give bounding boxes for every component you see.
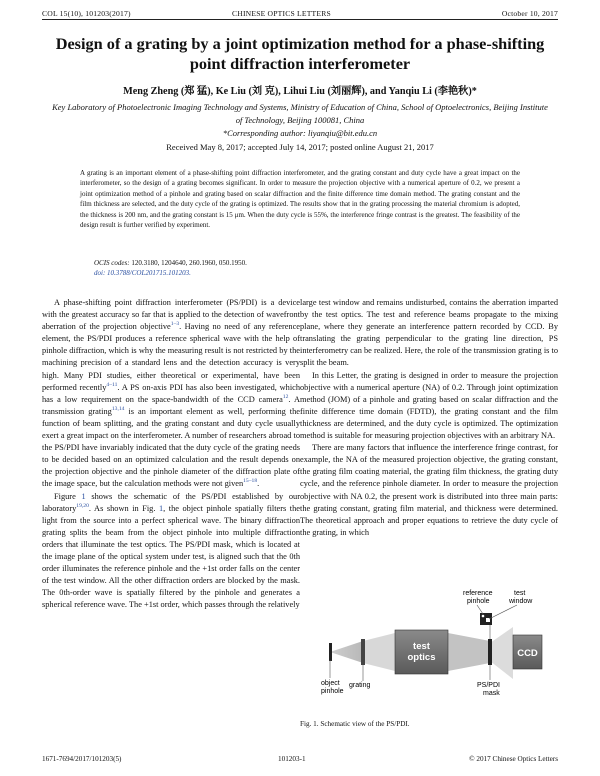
body-paragraph-continued: large test window and remains undisturbed, contains the aberration imparted by the test optics. The test and reference beams propagate to the mixing plane, where they generate an interference pattern recorded by CCD. By translating the grating perpendicular to the grating line direction, PS interferometry can be realized. Here, the role of the transmission grating is to split the beam.	[300, 298, 558, 368]
converging-beam	[448, 633, 490, 671]
citation-link[interactable]: 4–11	[106, 381, 118, 388]
affiliation-block	[52, 101, 548, 140]
grating-element	[361, 639, 365, 665]
text-run: . As shown in Fig.	[88, 503, 159, 513]
footer-page-number: 101203-1	[278, 755, 306, 763]
body-paragraph: In this Letter, the grating is designed in order to measure the projection objective with a numerical aperture (NA) of 0.2. Through joint optimization method (JOM) of a pinhole and grating based on scalar diffraction and the finite difference time domain (FDTD), the grating constant and the film thickness are determined, and the duty cycle is optimized. The optimization method is suitable for measuring projection objectives with an arbitrary NA.	[300, 370, 558, 441]
publication-dates: Received May 8, 2017; accepted July 14, 2017; posted online August 21, 2017	[166, 142, 434, 152]
body-paragraph: There are many factors that influence the interference fringe contrast, for example, the NA of the measured projection objective, the grating constant, the grating film coating material, the grating film thickness, the grating duty cycle, and the reference pinhole diameter. In order to measure the projection objective with NA 0.2, the present work is distributed into three main parts: the grating constant, grating film material, and thickness were determined. The theoretical approach and proper equations to retrieve the duty cycle of the grating, in which	[300, 443, 558, 537]
citation-link[interactable]: 13,14	[111, 406, 125, 413]
object-pinhole-label: object pinhole	[321, 680, 344, 695]
text-run: . A transmission grating	[42, 394, 300, 416]
footer-copyright: © 2017 Chinese Optics Letters	[469, 755, 558, 763]
text-run: is an important element as well, performing the function of beam splitting, and the grating constant and duty cycle usually exert a great impact on the interferometer. A number of researchers abroad to the PS/PDI have invariably indicated that the duty cycle of the grating needs to be decided based on an optimized calculation and the result depends on the projection objective and the pinhole diameter of the diffraction plate of the image space, but the calculation methods were not given	[42, 406, 301, 489]
footer-issn: 1671-7694/2017/101203(5)	[42, 755, 122, 763]
diverging-beam	[363, 633, 395, 671]
object-pinhole-plate	[329, 643, 332, 661]
text-run: shows the schematic of the PS/PDI established by our laboratory	[42, 491, 301, 513]
figure-caption: Fig. 1. Schematic view of the PS/PDI.	[300, 720, 410, 728]
reference-pinhole-dot	[482, 615, 485, 618]
right-column	[300, 297, 558, 539]
text-run: Figure	[54, 491, 82, 501]
header-rule	[42, 19, 558, 20]
running-header-journal: CHINESE OPTICS LETTERS	[232, 9, 331, 18]
figure-1-schematic	[305, 583, 545, 715]
test-window-label: test window	[509, 590, 533, 605]
figure-link[interactable]: 1	[158, 503, 164, 513]
ocis-block	[94, 259, 247, 278]
paper-title: Design of a grating by a joint optimization method for a phase-shifting point diffraction interferometer	[55, 34, 545, 73]
citation-link[interactable]: 15–18	[243, 478, 258, 485]
corresponding-author: *Corresponding author: liyanqiu@bit.edu.cn	[222, 128, 378, 138]
text-run: . Having no need of any reference element, the PS/PDI produces a reference spherical wave with the help of pinhole diffraction, which is why the measuring result is not restricted by the machining precision of a standard lens and the detection accuracy is very high. Many PDI studies, either theoretical or experimental, have been performed recently	[42, 322, 301, 392]
affiliation: Key Laboratory of Photoelectronic Imaging Technology and Systems, Ministry of Education of China, School of Optoelectronics, Beijing Institute of Technology, Beijing 100081, China	[52, 102, 548, 125]
ccd-label: CCD	[517, 648, 538, 659]
text-run: A phase-shifting point diffraction interferometer (PS/PDI) is a device with the greatest accuracy so far that is applied to the detection of wavefront aberration of the projection objective	[42, 298, 300, 332]
output-beam	[490, 627, 513, 679]
text-run: . A PS on-axis PDI has also been investigated, which has a low requirement on the space-bandwidth of the CCD camera	[42, 382, 301, 404]
input-beam-cone	[330, 641, 363, 663]
figure-link[interactable]: 1	[81, 491, 86, 501]
test-optics-label: test optics	[407, 641, 436, 663]
mask-label: PS/PDI mask	[477, 682, 500, 697]
running-header-date: October 10, 2017	[501, 9, 558, 18]
ocis-codes: 120.3180, 1204640, 260.1960, 050.1950.	[131, 259, 247, 267]
reference-pinhole-label: reference pinhole	[463, 590, 493, 605]
leader-line	[489, 605, 517, 619]
abstract: A grating is an important element of a phase-shifting point diffraction interferometer, and the grating constant and duty cycle have a great impact on the interferometer, so the design of a grating becomes significant. In order to measure the projection objective with a numerical aperture of 0.2, we present a joint optimization method of a pinhole and grating based on scalar diffraction and the finite difference time domain method. The grating constant and the film thickness are selected, and the duty cycle of the grating is optimized. The results show that in the grating processing the material chromium is adopted, the thickness is 200 nm, and the grating constant is 15 μm. When the duty cycle is 55%, the interference fringe contrast is the greatest. The feasibility of the design result is further verified by experiment.	[80, 169, 520, 230]
doi-link[interactable]: doi: 10.3788/COL201715.101203.	[94, 268, 191, 277]
running-header-left: COL 15(10), 101203(2017)	[42, 9, 131, 18]
citation-link[interactable]: 12	[282, 393, 289, 400]
author-list: Meng Zheng (郑 猛), Ke Liu (刘 克), Lihui Liu (刘丽辉), and Yanqiu Li (李艳秋)*	[123, 86, 477, 97]
text-run: .	[257, 479, 260, 489]
citation-link[interactable]: 1–3	[170, 321, 180, 328]
grating-label: grating	[349, 682, 371, 689]
ps-pdi-mask	[488, 639, 492, 665]
intro-paragraph-2	[42, 491, 300, 612]
ocis-label: OCIS codes:	[94, 259, 130, 267]
intro-paragraph-1	[42, 297, 300, 491]
left-column	[42, 297, 300, 611]
text-run: , the object pinhole spatially filters the light from the source into a perfect spherical wave. The binary diffraction grating splits the beam from the object pinhole into multiple diffraction orders that illuminate the test optics. The PS/PDI mask, which is located at the image plane of the optical system under test, is aligned such that the 0th order illuminates the reference pinhole and the +1st order falls on the center of the test window. All the other diffraction orders are blocked by the mask. The 0th-order wave is spatially filtered by the pinhole and generates a spherical reference wave. The +1st order, which passes through the relatively	[42, 503, 301, 610]
leader-line	[477, 605, 483, 614]
citation-link[interactable]: 19,20	[76, 502, 89, 509]
